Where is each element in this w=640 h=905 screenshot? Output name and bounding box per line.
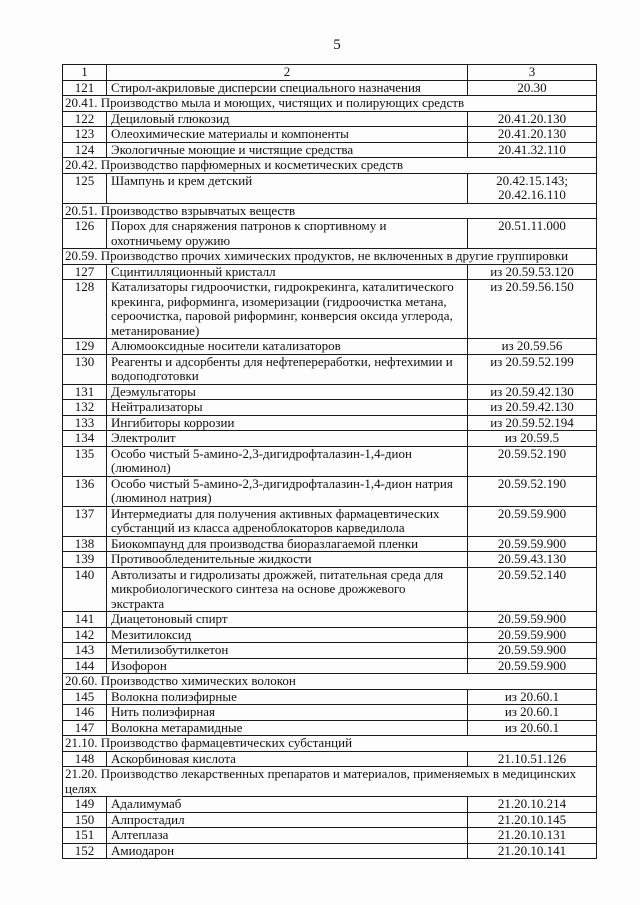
table-row [63,80,597,96]
item-code: 20.59.59.900 [468,612,597,628]
item-code: из 20.59.52.199 [468,354,597,384]
section-title: 21.10. Производство фармацевтических субстанций [63,736,597,752]
item-code: 20.59.59.900 [468,627,597,643]
page-number: 5 [333,37,341,53]
row-number: 124 [63,142,107,158]
section-row [63,96,597,112]
item-name: Противообледенительные жидкости [107,552,468,568]
row-number: 145 [63,689,107,705]
item-code: 20.59.59.900 [468,536,597,552]
row-number: 127 [63,264,107,280]
row-number: 128 [63,280,107,339]
item-name: Шампунь и крем детский [107,173,468,203]
item-code: 20.59.43.130 [468,552,597,568]
column-header-1: 1 [63,65,107,81]
table-row [63,812,597,828]
item-code: из 20.60.1 [468,689,597,705]
item-code: 21.10.51.126 [468,751,597,767]
table-row [63,339,597,355]
item-name: Экологичные моющие и чистящие средства [107,142,468,158]
item-code: из 20.59.53.120 [468,264,597,280]
row-number: 146 [63,705,107,721]
item-name: Алпростадил [107,812,468,828]
section-row [63,158,597,174]
table-row [63,142,597,158]
row-number: 152 [63,843,107,859]
row-number: 131 [63,384,107,400]
table-row [63,384,597,400]
table-row [63,705,597,721]
row-number: 121 [63,80,107,96]
row-number: 149 [63,797,107,813]
table-row [63,111,597,127]
row-number: 137 [63,506,107,536]
table-row [63,431,597,447]
section-title: 20.60. Производство химических волокон [63,674,597,690]
item-code: 21.20.10.131 [468,828,597,844]
item-name: Олеохимические материалы и компоненты [107,127,468,143]
item-name: Деэмульгаторы [107,384,468,400]
item-name: Изофорон [107,658,468,674]
item-name: Нейтрализаторы [107,400,468,416]
table-row [63,354,597,384]
section-title: 20.41. Производство мыла и моющих, чистящих и полирующих средств [63,96,597,112]
item-name: Волокна полиэфирные [107,689,468,705]
item-code: из 20.59.42.130 [468,400,597,416]
item-name: Особо чистый 5-амино-2,3-дигидрофталазин-1,4-дион (люминол) [107,446,468,476]
item-name: Биокомпаунд для производства биоразлагаемой пленки [107,536,468,552]
item-name: Порох для снаряжения патронов к спортивному и охотничьему оружию [107,219,468,249]
item-name: Волокна метарамидные [107,720,468,736]
table-row [63,415,597,431]
item-name: Дециловый глюкозид [107,111,468,127]
item-code: из 20.60.1 [468,720,597,736]
row-number: 132 [63,400,107,416]
item-name: Аскорбиновая кислота [107,751,468,767]
row-number: 135 [63,446,107,476]
table-row [63,280,597,339]
column-header-2: 2 [107,65,468,81]
section-row [63,736,597,752]
table-row [63,828,597,844]
item-code: из 20.59.52.194 [468,415,597,431]
item-code: из 20.59.5 [468,431,597,447]
row-number: 141 [63,612,107,628]
item-name: Автолизаты и гидролизаты дрожжей, питательная среда для микробиологического синтеза на основе дрожжевого экстракта [107,567,468,612]
item-code: 20.41.20.130 [468,111,597,127]
row-number: 148 [63,751,107,767]
item-name: Стирол-акриловые дисперсии специального назначения [107,80,468,96]
item-name: Алтеплаза [107,828,468,844]
item-code: 20.59.52.190 [468,446,597,476]
row-number: 136 [63,476,107,506]
table-row [63,567,597,612]
row-number: 143 [63,643,107,659]
item-code: 20.41.32.110 [468,142,597,158]
item-code: 21.20.10.141 [468,843,597,859]
table-row [63,400,597,416]
row-number: 140 [63,567,107,612]
row-number: 151 [63,828,107,844]
row-number: 133 [63,415,107,431]
item-name: Диацетоновый спирт [107,612,468,628]
table-row [63,627,597,643]
table-row [63,173,597,203]
row-number: 142 [63,627,107,643]
table-row [63,476,597,506]
row-number: 139 [63,552,107,568]
table-row [63,446,597,476]
item-name: Сцинтилляционный кристалл [107,264,468,280]
section-row [63,249,597,265]
section-title: 20.59. Производство прочих химических продуктов, не включенных в другие группировки [63,249,597,265]
table-row [63,751,597,767]
table-header-row [63,65,597,81]
products-table [62,64,597,859]
item-code: 20.30 [468,80,597,96]
row-number: 126 [63,219,107,249]
table-row [63,797,597,813]
table-row [63,658,597,674]
item-name: Нить полиэфирная [107,705,468,721]
item-name: Мезитилоксид [107,627,468,643]
row-number: 147 [63,720,107,736]
row-number: 138 [63,536,107,552]
table-row [63,127,597,143]
row-number: 150 [63,812,107,828]
item-code: 20.59.52.140 [468,567,597,612]
item-name: Ингибиторы коррозии [107,415,468,431]
item-code: 21.20.10.214 [468,797,597,813]
item-code: 20.59.59.900 [468,658,597,674]
row-number: 129 [63,339,107,355]
item-code: 20.51.11.000 [468,219,597,249]
row-number: 134 [63,431,107,447]
table-row [63,264,597,280]
item-code: из 20.59.42.130 [468,384,597,400]
section-title: 20.51. Производство взрывчатых веществ [63,203,597,219]
item-code: 20.59.59.900 [468,506,597,536]
table-row [63,219,597,249]
section-title: 20.42. Производство парфюмерных и косметических средств [63,158,597,174]
item-name: Амиодарон [107,843,468,859]
item-code: 20.42.15.143; 20.42.16.110 [468,173,597,203]
item-name: Адалимумаб [107,797,468,813]
item-code: 21.20.10.145 [468,812,597,828]
row-number: 144 [63,658,107,674]
item-name: Метилизобутилкетон [107,643,468,659]
item-name: Интермедиаты для получения активных фармацевтических субстанций из класса адреноблокаторов карведилола [107,506,468,536]
table-row [63,552,597,568]
section-row [63,767,597,797]
item-code: 20.41.20.130 [468,127,597,143]
table-row [63,612,597,628]
item-name: Катализаторы гидроочистки, гидрокрекинга, каталитического крекинга, риформинга, изомеризации (гидроочистка метана, сероочистка, паровой риформинг, конверсия оксида углерода, метанирование) [107,280,468,339]
item-name: Особо чистый 5-амино-2,3-дигидрофталазин-1,4-дион натрия (люминол натрия) [107,476,468,506]
row-number: 130 [63,354,107,384]
table-row [63,843,597,859]
item-code: 20.59.59.900 [468,643,597,659]
item-code: из 20.59.56.150 [468,280,597,339]
table-row [63,720,597,736]
table-row [63,689,597,705]
table-row [63,506,597,536]
item-name: Электролит [107,431,468,447]
item-code: из 20.59.56 [468,339,597,355]
item-code: 20.59.52.190 [468,476,597,506]
section-title: 21.20. Производство лекарственных препаратов и материалов, применяемых в медицинских целях [63,767,597,797]
row-number: 122 [63,111,107,127]
section-row [63,674,597,690]
table-body [63,80,597,859]
table-row [63,643,597,659]
column-header-3: 3 [468,65,597,81]
row-number: 125 [63,173,107,203]
item-code: из 20.60.1 [468,705,597,721]
section-row [63,203,597,219]
table-row [63,536,597,552]
row-number: 123 [63,127,107,143]
item-name: Реагенты и адсорбенты для нефтепереработки, нефтехимии и водоподготовки [107,354,468,384]
item-name: Алюмооксидные носители катализаторов [107,339,468,355]
